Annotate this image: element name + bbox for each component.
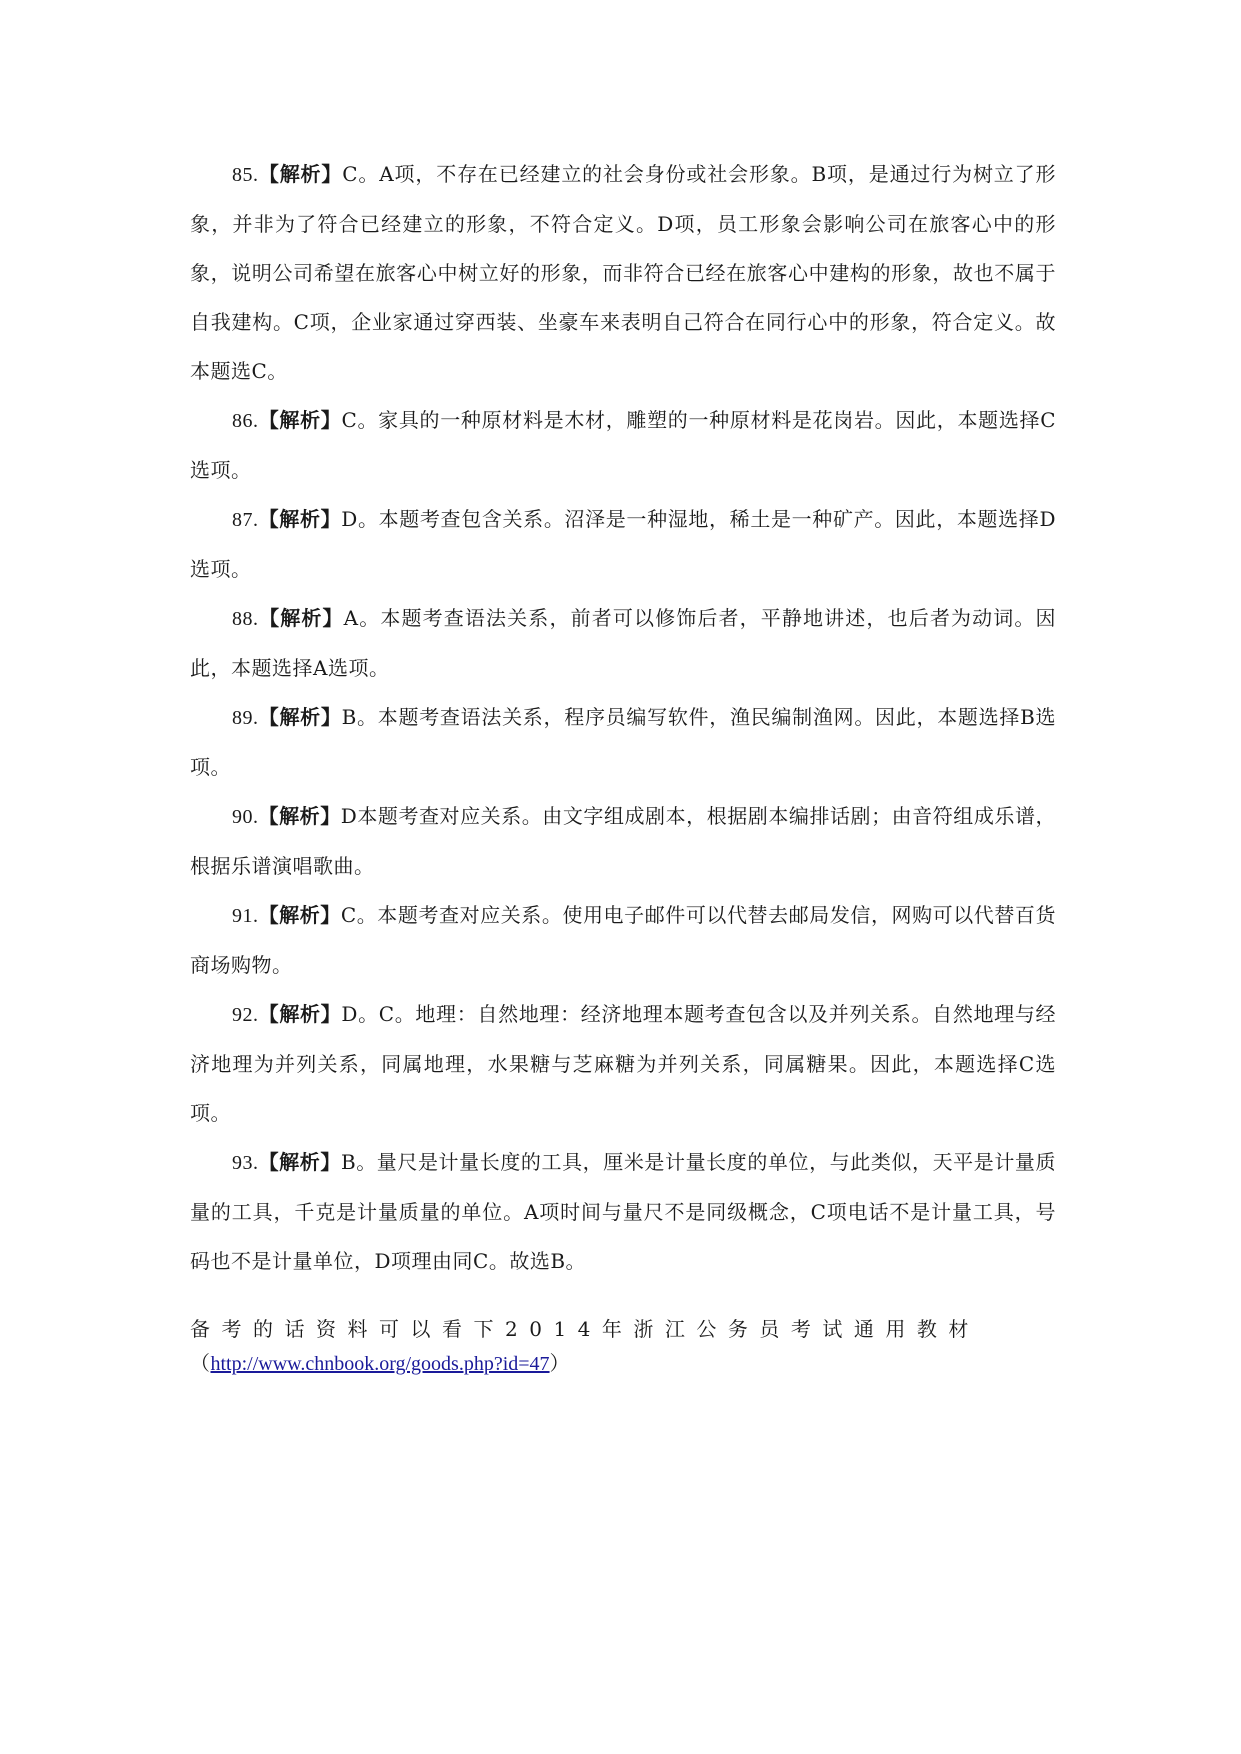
footer-open-paren: （ [190, 1351, 211, 1375]
answer-number: 91. [232, 905, 259, 927]
answer-text: C。A项，不存在已经建立的社会身份或社会形象。B项，是通过行为树立了形象，并非为了符合已经建立的形象，不符合定义。D项，员工形象会影响公司在旅客心中的形象，说明公司希望在旅客心中树立好的形象，而非符合已经在旅客心中建构的形象，故也不属于自我建构。C项，企业家通过穿西装、坐豪车来表明自己符合在同行心中的形象，符合定义。故本题选C。 [190, 162, 1057, 383]
answer-number: 92. [232, 1004, 259, 1026]
answer-88 [190, 594, 1056, 693]
answer-87 [190, 495, 1056, 594]
analysis-tag: 【解析】 [258, 507, 342, 531]
answer-90 [190, 792, 1056, 891]
analysis-tag: 【解析】 [258, 162, 343, 186]
answer-85 [190, 150, 1056, 396]
answer-text: D。C。地理：自然地理：经济地理本题考查包含以及并列关系。自然地理与经济地理为并列关系，同属地理，水果糖与芝麻糖为并列关系，同属糖果。因此，本题选择C选项。 [190, 1002, 1056, 1125]
footer-intro: 备考的话资料可以看下2014年浙江公务员考试通用教材 [190, 1317, 980, 1341]
analysis-tag: 【解析】 [258, 1150, 341, 1174]
answer-text: B。量尺是计量长度的工具，厘米是计量长度的单位，与此类似，天平是计量质量的工具，千克是计量质量的单位。A项时间与量尺不是同级概念，C项电话不是计量工具，号码也不是计量单位，D项理由同C。故选B。 [190, 1150, 1057, 1273]
answer-89 [190, 693, 1056, 792]
answer-number: 90. [232, 806, 259, 828]
answer-number: 89. [232, 707, 259, 729]
answer-86 [190, 396, 1056, 495]
answer-text: C。本题考查对应关系。使用电子邮件可以代替去邮局发信，网购可以代替百货商场购物。 [190, 903, 1057, 977]
analysis-tag: 【解析】 [258, 903, 341, 927]
answer-text: D本题考查对应关系。由文字组成剧本，根据剧本编排话剧；由音符组成乐谱，根据乐谱演唱歌曲。 [190, 804, 1057, 878]
answer-text: D。本题考查包含关系。沼泽是一种湿地，稀土是一种矿产。因此，本题选择D选项。 [190, 507, 1056, 581]
analysis-tag: 【解析】 [258, 705, 342, 729]
answer-text: B。本题考查语法关系，程序员编写软件，渔民编制渔网。因此，本题选择B选项。 [190, 705, 1056, 779]
analysis-tag: 【解析】 [258, 408, 342, 432]
footer-close-paren: ） [549, 1351, 571, 1375]
answer-91 [190, 891, 1056, 990]
textbook-link[interactable]: http://www.chnbook.org/goods.php?id=47 [210, 1353, 550, 1375]
analysis-tag: 【解析】 [258, 606, 344, 630]
document-page [190, 150, 1056, 1381]
answer-92 [190, 990, 1056, 1138]
footer-note [190, 1312, 1056, 1381]
answer-number: 88. [232, 608, 259, 630]
answer-number: 87. [232, 509, 259, 531]
answer-93 [190, 1138, 1056, 1286]
answer-number: 93. [232, 1152, 259, 1174]
answer-number: 85. [232, 164, 259, 186]
answer-text: A。本题考查语法关系，前者可以修饰后者，平静地讲述，也后者为动词。因此，本题选择A选项。 [190, 606, 1056, 680]
answer-text: C。家具的一种原材料是木材，雕塑的一种原材料是花岗岩。因此，本题选择C选项。 [190, 408, 1057, 482]
analysis-tag: 【解析】 [258, 1002, 342, 1026]
analysis-tag: 【解析】 [258, 804, 341, 828]
answer-number: 86. [232, 410, 259, 432]
